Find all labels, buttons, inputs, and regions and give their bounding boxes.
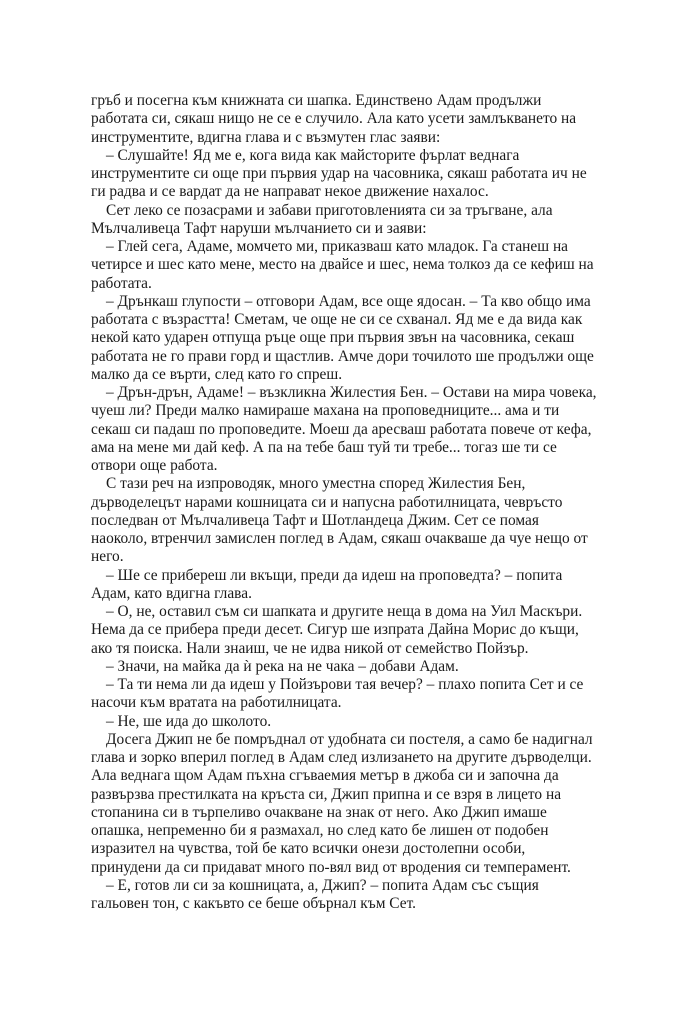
text-line: – Слушайте! Яд ме е, кога вида как майсторите фърлат веднага (106, 146, 520, 164)
text-line: него. (91, 548, 124, 566)
text-line: Мълчаливеца Тафт наруши мълчанието си и заяви: (91, 219, 427, 237)
text-line: глава и зорко вперил поглед в Адам след излизането на другите дърводелци. (91, 749, 592, 766)
text-line: развързва престилката на кръста си, Джип припна и се взря в лицето на (91, 785, 562, 803)
text-line: – Не, ше ида до школото. (106, 712, 272, 730)
text-line: Ала веднага щом Адам пъхна сгъваемия метър в джоба си и започна да (91, 767, 559, 785)
text-line: работата. (91, 274, 152, 292)
text-line: гръб и посегна към книжната си шапка. Единствено Адам продължи (91, 92, 542, 109)
text-line: – Дрън-дрън, Адаме! – възкликна Жилестия Бен. – Остави на мира човека, (106, 384, 597, 401)
text-line: насочи към вратата на работилницата. (91, 694, 342, 712)
text-line: инструментите си още при първия удар на часовника, сякаш работата ич не (91, 165, 587, 182)
text-line: С тази реч на изпроводяк, много уместна според Жилестия Бен, (106, 475, 526, 493)
text-line: – Ше се прибереш ли вкъщи, преди да идеш на проповедта? – попита (106, 566, 563, 584)
text-line: опашка, непременно би я размахал, но след като бе лишен от подобен (91, 822, 549, 839)
text-line: гальовен тон, с какъвто се беше обърнал към Сет. (91, 895, 416, 912)
text-line: работата с възрастта! Сметам, че още не си се схванал. Яд ме е да вида как (91, 311, 583, 328)
text-line: работата не го прави горд и щастлив. Амче дори точилото ше продължи още (91, 347, 594, 365)
text-line: ама на мене ми дай кеф. А па на тебе баш туй ти требе... тогаз ше ти се (91, 438, 557, 456)
text-line: – Дрънкаш глупости – отговори Адам, все още ядосан. – Та кво общо има (106, 292, 591, 310)
text-line: последван от Мълчаливеца Тафт и Шотландеца Джим. Сет се помая (91, 511, 539, 529)
text-line: – Е, готов ли си за кошницата, а, Джип? – попита Адам със същия (106, 876, 539, 894)
text-line: дърводелецът нарами кошницата си и напусна работилницата, чевръсто (91, 493, 563, 511)
text-line: секаш си падаш по проповедите. Моеш да аресваш работата повече от кефа, (91, 420, 592, 438)
text-line: принудени да си придават много по-вял вид от вродения си темперамент. (91, 858, 571, 876)
text-line: Адам, като вдигна глава. (91, 584, 252, 602)
text-line: стопанина си в търпеливо очакване на знак от него. Ако Джип имаше (91, 803, 547, 821)
text-line: некой като ударен отпуща ръце още при първия звън на часовника, секаш (91, 329, 575, 347)
text-line: – Значи, на майка да ѝ река на не чака – добави Адам. (106, 657, 459, 675)
text-line: малко да се върти, след като го спреш. (91, 365, 343, 383)
text-line: четирсе и шес като мене, место на двайсе и шес, нема толкоз да се кефиш на (91, 256, 594, 274)
text-line: ако тя поиска. Нали знаиш, че не идва никой от семейство Пойзър. (91, 639, 529, 657)
text-line: инструментите, вдигна глава и с възмутен глас заяви: (91, 128, 441, 146)
text-line: отвори още работа. (91, 457, 218, 474)
text-line: Нема да се прибера преди десет. Сигур ше изпрата Дайна Морис до къщи, (91, 621, 579, 639)
text-line: ги радва и се вардат да не направат некое движение нахалос. (91, 183, 489, 201)
text-line: – Глей сега, Адаме, момчето ми, приказваш като младок. Га станеш на (106, 238, 569, 255)
text-line: Сет леко се позасрами и забави приготовленията си за тръгване, ала (106, 201, 553, 219)
text-line: изразител на чувства, той бе като всички онези достолепни особи, (91, 840, 526, 858)
text-line: чуеш ли? Преди малко намираше махана на проповедниците... ама и ти (91, 402, 560, 420)
body-text (91, 92, 691, 913)
text-line: – Та ти нема ли да идеш у Пойзърови тая вечер? – плахо попита Сет и се (106, 676, 584, 693)
text-line: – О, не, оставил съм си шапката и другите неща в дома на Уил Маскъри. (106, 603, 583, 620)
text-line: Досега Джип не бе помръднал от удобната си постеля, а само бе надигнал (106, 730, 593, 748)
text-line: наоколо, втренчил замислен поглед в Адам, сякаш очакваше да чуе нещо от (91, 530, 588, 547)
text-line: работата си, сякаш нищо не се е случило. Ала като усети замлъкването на (91, 110, 577, 128)
